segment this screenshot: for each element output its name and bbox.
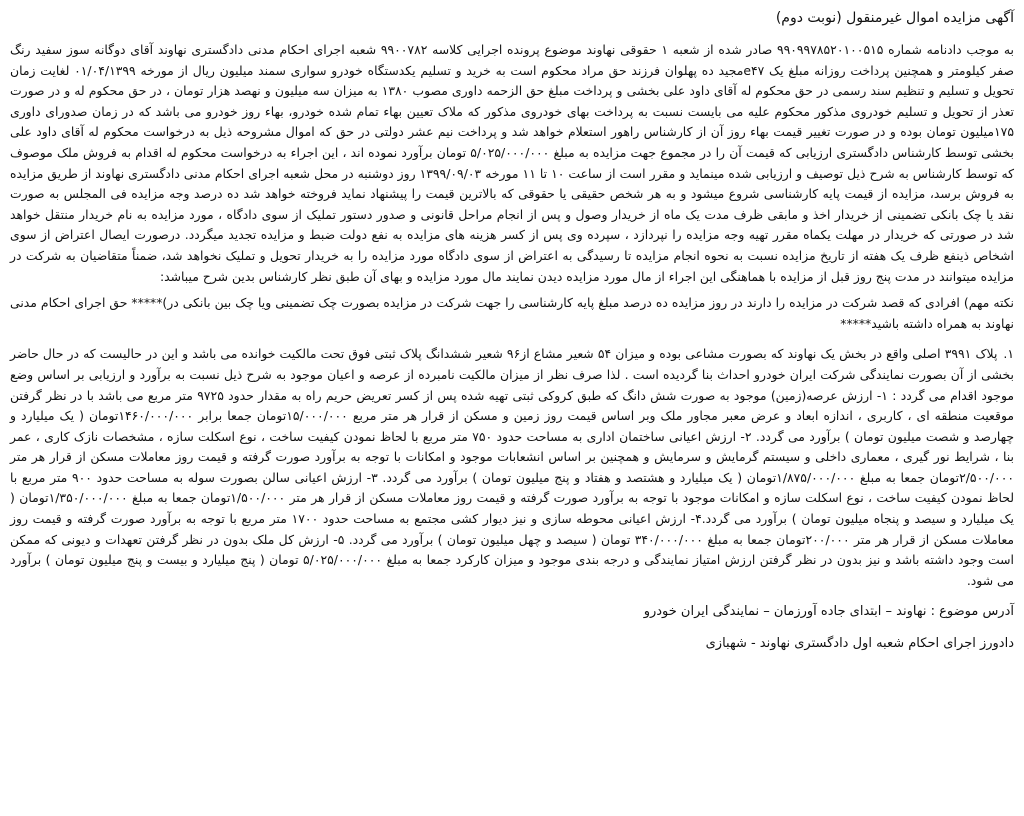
note-paragraph: نکته مهم) افرادی که قصد شرکت در مزایده را دارند در روز مزایده ده درصد مبلغ پایه کارشناسی را جهت شرکت در مزایده بصورت چک تضمینی ویا چک بین بانکی در)***** حق اجرای احکام مدنی نهاوند به همراه داشته باشید***** <box>10 295 1014 331</box>
notice-title: آگهی مزایده اموال غیرمنقول (نوبت دوم) <box>775 10 1014 26</box>
signature-line: دادورز اجرای احکام شعبه اول دادگستری نهاوند - شهبازی <box>705 636 1014 652</box>
main-paragraph: به موجب دادنامه شماره ۹۹۰۹۹۷۸۵۲۰۱۰۰۵۱۵ صادر شده از شعبه ۱ حقوقی نهاوند موضوع پرونده اجرایی کلاسه ۹۹۰۰۷۸۲ شعبه اجرای احکام مدنی دادگستری نهاوند آقای دوگانه سوز سفید رنگ صفر کیلومتر و همچنین پرداخت روزانه مبلغ یک e۴۷مجید ده پهلوان فرزند حق مراد محکوم است به خرید و تسلیم یکدستگاه خودرو سواری سمند میلیون ریال از مورخه ۰۱/۰۴/۱۳۹۹ لغایت زمان تحویل و تسلیم و تنظیم سند رسمی در حق محکوم له آقای داود علی بخشی و پرداخت مبلغ حق الزحمه داوری مصوب ۱۳۸۰ به میزان سه میلیون و نهصد هزار تومان ، در حق محکوم له و در صورت تعذر از تحویل و تسلیم خودروی مذکور محکوم علیه می بایست نسبت به پرداخت بهای خودروی مذکور که ملاک تعیین بهاء تمام شده خودرو، بهاء روز خودرو می باشد که در زمان صدورای داوری ۱۷۵میلیون تومان بوده و در صورت تغییر قیمت بهاء روز آن از کارشناس راهور استعلام خواهد شد و پرداخت نیم عشر دولتی در حق که اموال مشروحه ذیل به درخواست محکوم له آقای داود علی بخشی توسط کارشناس دادگستری ارزیابی که قیمت آن را در مجموع جهت مزایده به مبلغ ۵/۰۲۵/۰۰۰/۰۰۰ تومان برآورد نموده اند ، این اجراء به درخواست محکوم له اقدام به فروش ملک موصوف که توسط کارشناس به شرح ذیل توصیف و ارزیابی شده مینماید و مقرر است از ساعت ۱۰ تا ۱۱ مورخه ۱۳۹۹/۰۹/۰۳ روز دوشنبه در محل شعبه اجرای احکام مدنی دادگستری نهاوند از طریق مزایده به فروش برسد، مزایده از قیمت پایه کارشناسی شروع میشود و به هر شخص حقیقی یا حقوقی که بالاترین قیمت را پیشنهاد نماید فروخته خواهد شد ده درصد وجه مزایده فی المجلس به صورت نقد یا چک بانکی تضمینی از خریدار اخذ و مابقی ظرف مدت یک ماه از خریدار وصول و پس از انجام مراحل قانونی و صدور دستور تملیک از سوی دادگاه ، مورد مزایده به نام خریدار منتقل خواهد شد در صورتی که خریدار در مهلت یکماه مقرر تهیه وجه مزایده را نپردازد ، سپرده وی پس از کسر هزینه های مزایده به نفع دولت ضبط و مزایده تجدید میگردد. درصورت ایصال اعتراض از سوی اشخاص ذینفع ظرف یک هفته از تاریخ مزایده نسبت به نحوه انجام مزایده تا رسیدگی به اعتراض از سوی دادگاه مورد مزایده را به خریدار تحویل و تملیک نخواهد شد، ضمناً متقاضیان به شرکت در مزایده میتوانند در مدت پنج روز قبل از مزایده با هماهنگی این اجراء از مال مورد مزایده دیدن نمایند مال مورد مزایده و بهای آن طبق نظر کارشناس بدین شرح میباشد: <box>10 42 1015 284</box>
spacer <box>10 334 1014 344</box>
address-line: آدرس موضوع : نهاوند – ابتدای جاده آورزمان – نمایندگی ایران خودرو <box>643 604 1014 620</box>
item-paragraph <box>10 344 1014 591</box>
item-number: ۱. <box>1003 346 1015 362</box>
item-text: پلاک ۳۹۹۱ اصلی واقع در بخش یک نهاوند که بصورت مشاعی بوده و میزان ۵۴ شعیر مشاع از۹۶ شعیر ششدانگ پلاک ثبتی فوق تحت مالکیت خوانده می باشد و این در حالیست که در حال حاضر بخشی از آن بصورت نمایندگی شرکت ایران خودرو احداث بنا گردیده است . لذا صرف نظر از میزان مالکیت نامبرده از عرصه و اعیان موجود به شرح ذیل نسبت به برآورد و ارزیابی بر اساس وضع موجود اقدام می گردد : ۱- ارزش عرصه(زمین) موجود به صورت شش دانگ که طبق کروکی ثبتی تهیه شده پس از کسر تعریض حریم راه به مقدار حدود ۹۷۲۵ متر مربع می باشد با در نظر گرفتن موقعیت منطقه ای ، کاربری ، اندازه ابعاد و عرض معبر مجاور ملک وبر اساس قیمت روز زمین و مسکن از قرار هر متر مربع ۱۵/۰۰۰/۰۰۰تومان جمعا برابر ۱۴۶۰/۰۰۰/۰۰۰تومان ( یک میلیارد و چهارصد و شصت میلیون تومان ) برآورد می گردد. ۲- ارزش اعیانی ساختمان اداری به مساحت حدود ۷۵۰ متر مربع با لحاظ نمودن کیفیت ساخت ، نوع اسکلت سازه ، مشخصات نازک کاری ، عمر بنا ، شرایط نور گیری ، معماری داخلی و سیستم گرمایش و سرمایش و همچنین بر اساس انشعابات موجود و امکانات با توجه به برآورد صورت گرفته و قیمت روز معاملات مسکن از قرار هر متر ۲/۵۰۰/۰۰۰تومان جمعا به مبلغ ۱/۸۷۵/۰۰۰/۰۰۰تومان ( یک میلیارد و هشتصد و هفتاد و پنج میلیون تومان ) برآورد می گردد. ۳- ارزش اعیانی سالن بصورت سوله به مساحت حدود ۹۰۰ متر مربع با لحاظ نمودن کیفیت ساخت ، نوع اسکلت سازه و امکانات موجود با توجه به برآورد صورت گرفته و قیمت روز معاملات مسکن از قرار هر متر ۱/۵۰۰/۰۰۰تومان جمعا به مبلغ ۱/۳۵۰/۰۰۰/۰۰۰تومان ( یک میلیارد و سیصد و پنجاه میلیون تومان ) برآورد می گردد.۴- ارزش اعیانی محوطه سازی و نیز دیوار کشی مجتمع به مساحت حدود ۱۷۰۰ متر مربع با توجه به برآورد صورت گرفته و قیمت روز معاملات مسکن از قرار هر متر ۲۰۰/۰۰۰تومان جمعا به مبلغ ۳۴۰/۰۰۰/۰۰۰ تومان ( سیصد و چهل میلیون تومان ) برآورد می گردد. ۵- ارزش کل ملک بدون در نظر گرفتن تعهدات و دیونی که ممکن است وجود داشته باشد و نیز بدون در نظر گرفتن ارزش امتیاز نمایندگی و درجه بندی موجود و میزان کارکرد جمعا به مبلغ ۵/۰۲۵/۰۰۰/۰۰۰ تومان ( پنج میلیارد و بیست و پنج میلیون تومان ) برآورد می شود. <box>10 346 1015 588</box>
spacer <box>10 591 1014 601</box>
